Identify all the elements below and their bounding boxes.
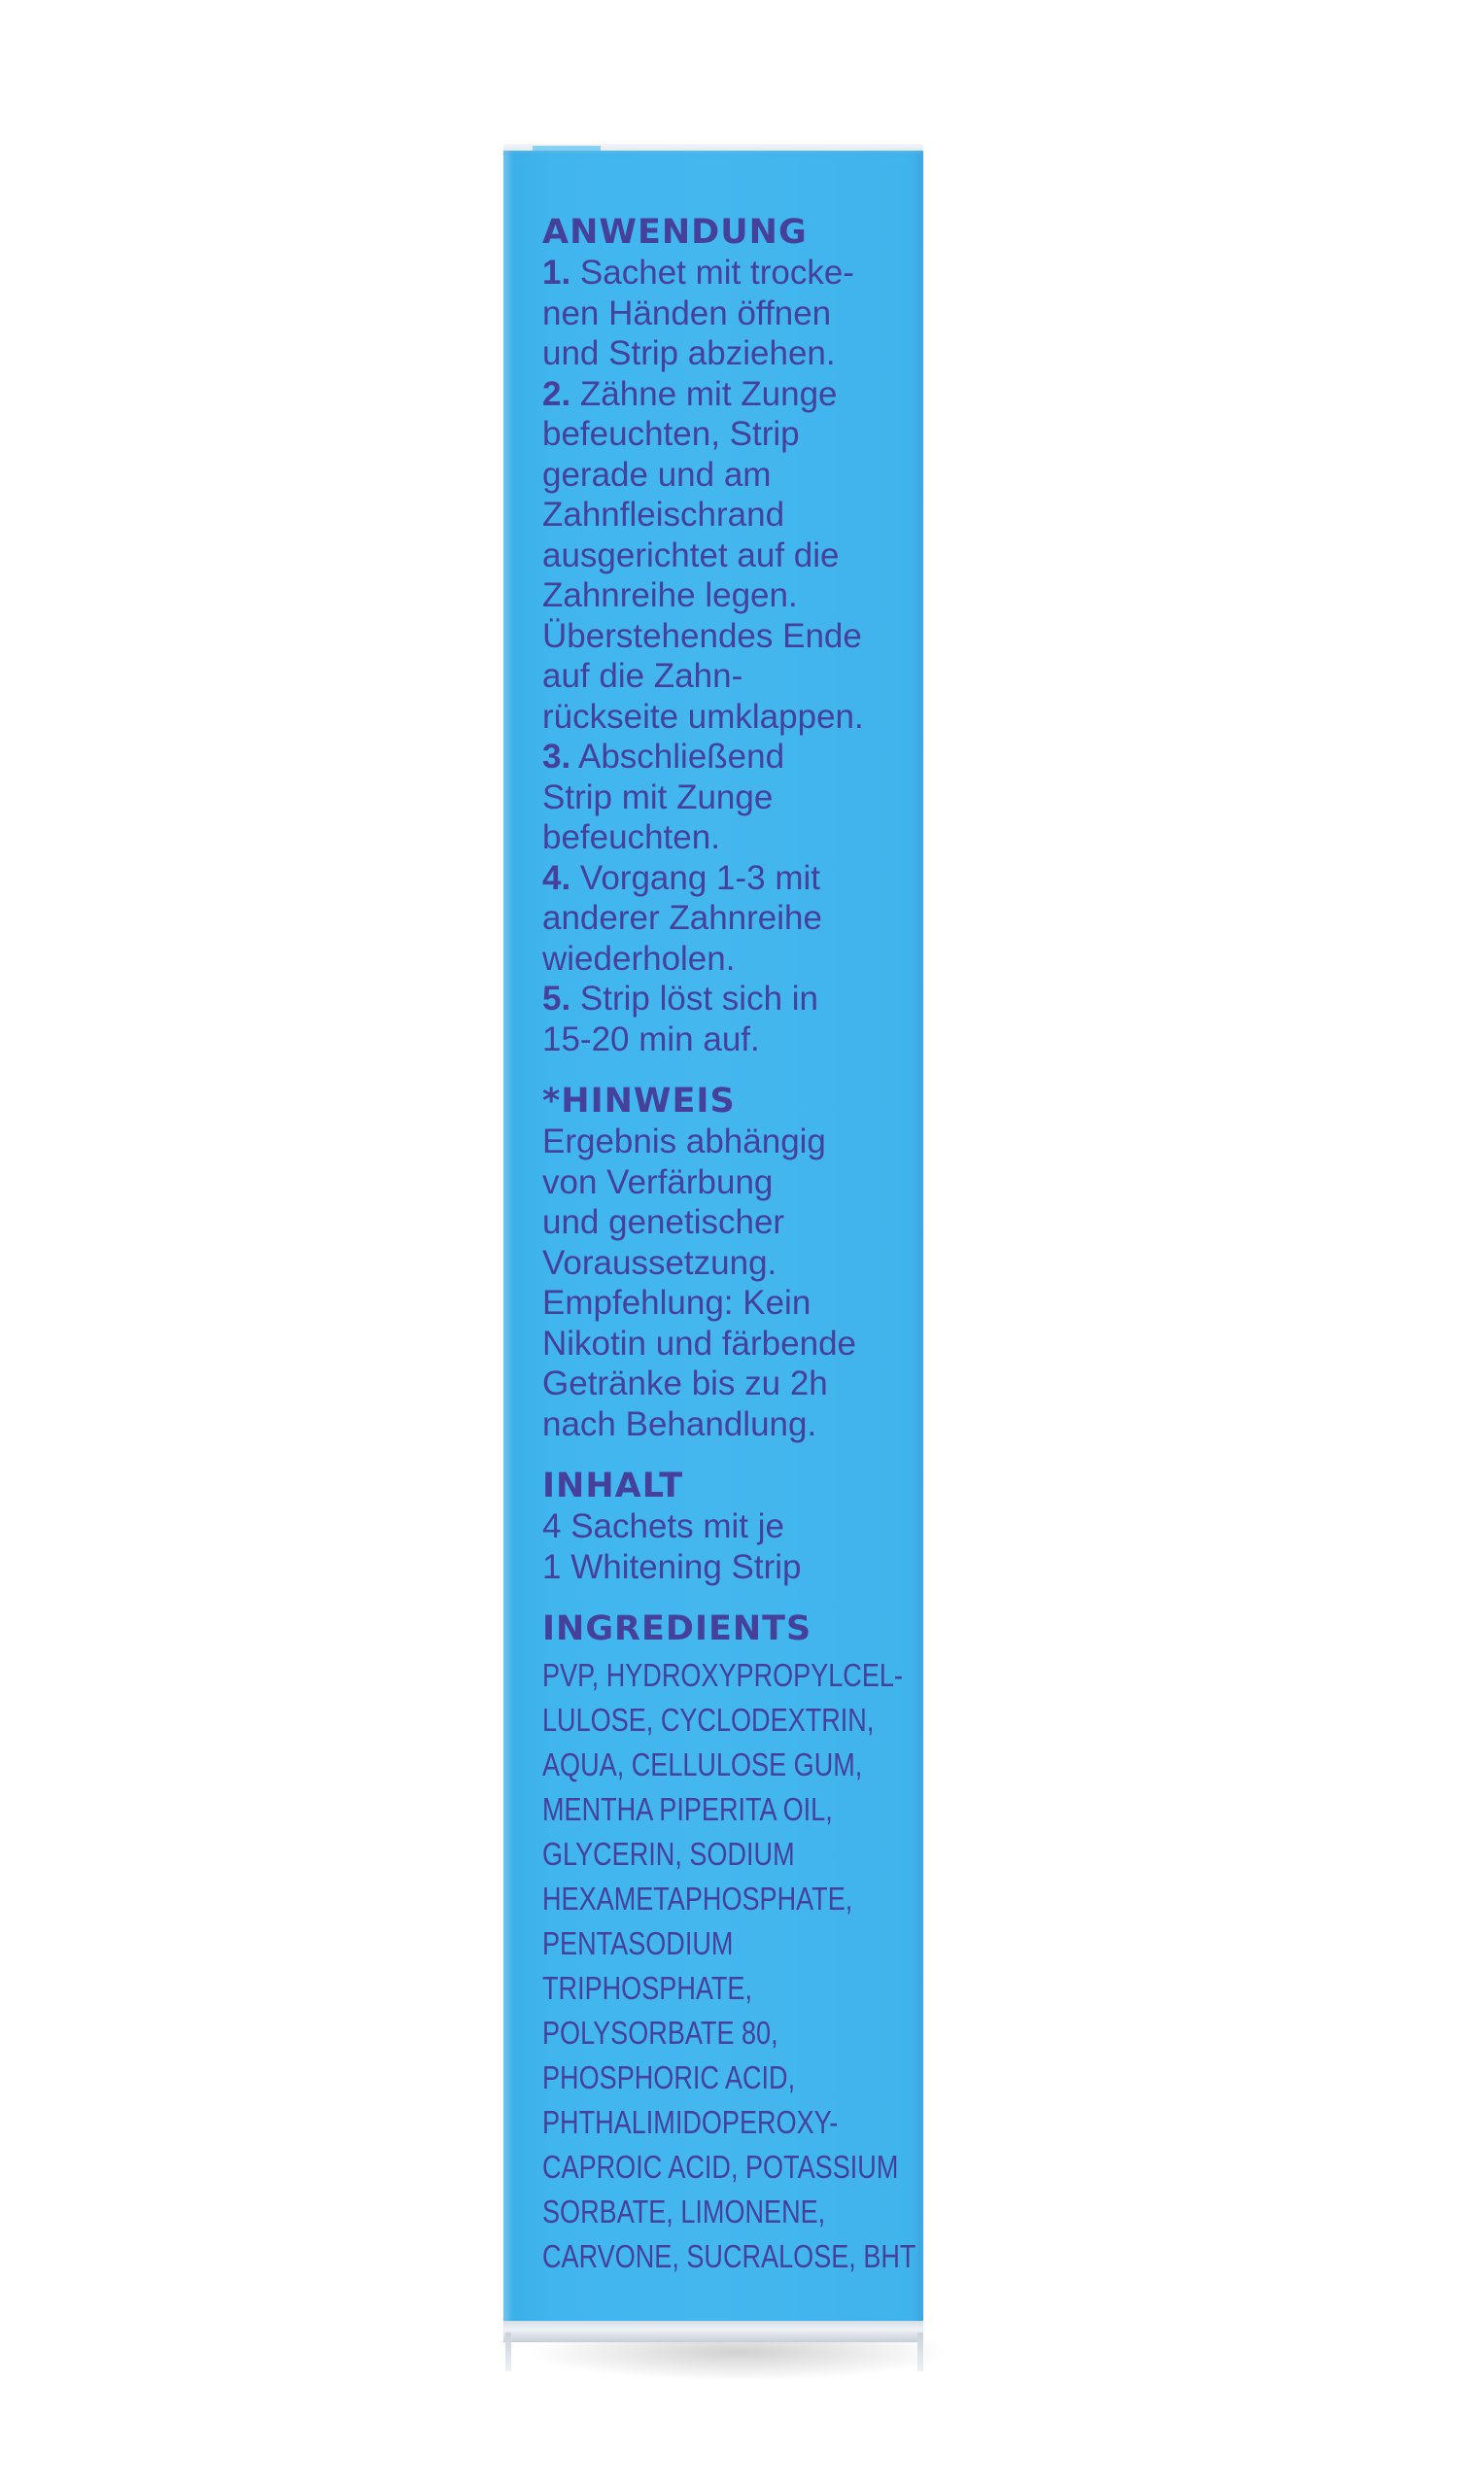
inhalt-heading: INHALT — [542, 1467, 684, 1505]
hinweis-text: Ergebnis abhängig von Verfärbung und genetischer Voraussetzung. Empfehlung: Kein Nikotin und färbende Getränke bis zu 2h nach Behandlung. — [542, 1123, 856, 1443]
step-4-text: Vorgang 1-3 mit anderer Zahnreihe wiederholen. — [542, 858, 822, 978]
ingredients-list: PVP, HYDROXYPROPYLCEL- LULOSE, CYCLODEXTRIN, AQUA, CELLULOSE GUM, MENTHA PIPERITA OIL, GLYCERIN, SODIUM HEXAMETAPHOSPHATE, PENTASODIUM TRIPHOSPHATE, POLYSORBATE 80, PHOSPHORIC ACID, PHTHALIMIDOPEROXY- CAPROIC ACID, POTASSIUM SORBATE, LIMONENE, CARVONE, SUCRALOSE, BHT — [542, 1657, 916, 2274]
step-5-number: 5. — [542, 980, 571, 1018]
step-4 — [542, 858, 921, 980]
anwendung-heading: ANWENDUNG — [542, 213, 808, 252]
hinweis-heading: *HINWEIS — [542, 1082, 736, 1121]
step-3-text: Abschließend Strip mit Zunge befeuchten. — [542, 738, 785, 856]
inhalt-text: 4 Sachets mit je 1 Whitening Strip — [542, 1507, 802, 1586]
step-4-number: 4. — [542, 858, 571, 897]
box-bottom-edge — [503, 2321, 923, 2342]
section-gap — [542, 1059, 921, 1081]
step-2-text: Zähne mit Zunge befeuchten, Strip gerade und am Zahnfleischrand ausgerichtet auf die Zahnreihe legen. Überstehendes Ende auf die Zahn- rückseite umklappen. — [542, 374, 864, 736]
box-bottom-flap-right — [917, 2332, 923, 2371]
step-2 — [542, 374, 921, 738]
step-5 — [542, 979, 921, 1059]
step-5-text: Strip löst sich in 15-20 min auf. — [542, 980, 819, 1058]
section-gap — [542, 1587, 921, 1608]
box-bottom-flap-left — [505, 2332, 511, 2371]
step-2-number: 2. — [542, 374, 571, 413]
ingredients-heading: INGREDIENTS — [542, 1609, 812, 1648]
step-3-number: 3. — [542, 738, 571, 776]
step-3 — [542, 737, 921, 858]
step-1 — [542, 253, 921, 374]
section-gap — [542, 1444, 921, 1466]
anwendung-steps — [542, 253, 921, 1059]
panel-text-content — [542, 212, 921, 2279]
step-1-text: Sachet mit trocke- nen Händen öffnen und Strip abziehen. — [542, 254, 854, 372]
step-1-number: 1. — [542, 254, 571, 292]
